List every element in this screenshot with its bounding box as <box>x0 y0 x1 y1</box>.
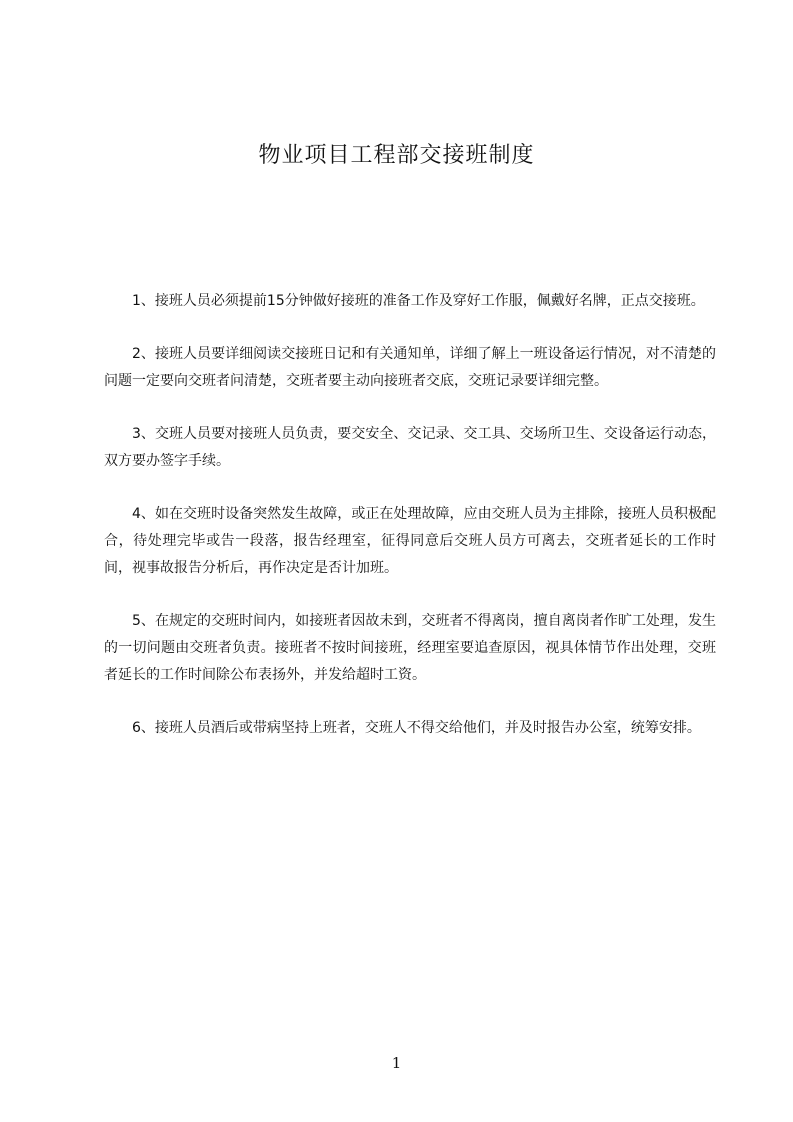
paragraph-4: 4、如在交班时设备突然发生故障，或正在处理故障，应由交班人员为主排除，接班人员积极配合，待处理完毕或告一段落，报告经理室，征得同意后交班人员方可离去，交班者延长的工作时间，视事故报告分析后，再作决定是否计加班。 <box>104 506 716 576</box>
document-body <box>104 288 716 768</box>
paragraph-2: 2、接班人员要详细阅读交接班日记和有关通知单，详细了解上一班设备运行情况，对不清楚的问题一定要向交班者问清楚，交班者要主动向接班者交底，交班记录要详细完整。 <box>104 346 716 389</box>
page-title: 物业项目工程部交接班制度 <box>258 143 535 168</box>
paragraph-3: 3、交班人员要对接班人员负责，要交安全、交记录、交工具、交场所卫生、交设备运行动态，双方要办签字手续。 <box>104 426 716 469</box>
paragraph-5: 5、在规定的交班时间内，如接班者因故未到，交班者不得离岗，擅自离岗者作旷工处理，发生的一切问题由交班者负责。接班者不按时间接班，经理室要追查原因，视具体情节作出处理，交班者延长的工作时间除公布表扬外，并发给超时工资。 <box>104 613 716 683</box>
page-number: 1 <box>391 1054 402 1072</box>
paragraph-6: 6、接班人员酒后或带病坚持上班者，交班人不得交给他们，并及时报告办公室，统筹安排。 <box>132 720 701 736</box>
paragraph-1: 1、接班人员必须提前15分钟做好接班的准备工作及穿好工作服，佩戴好名牌，正点交接班。 <box>132 293 705 309</box>
